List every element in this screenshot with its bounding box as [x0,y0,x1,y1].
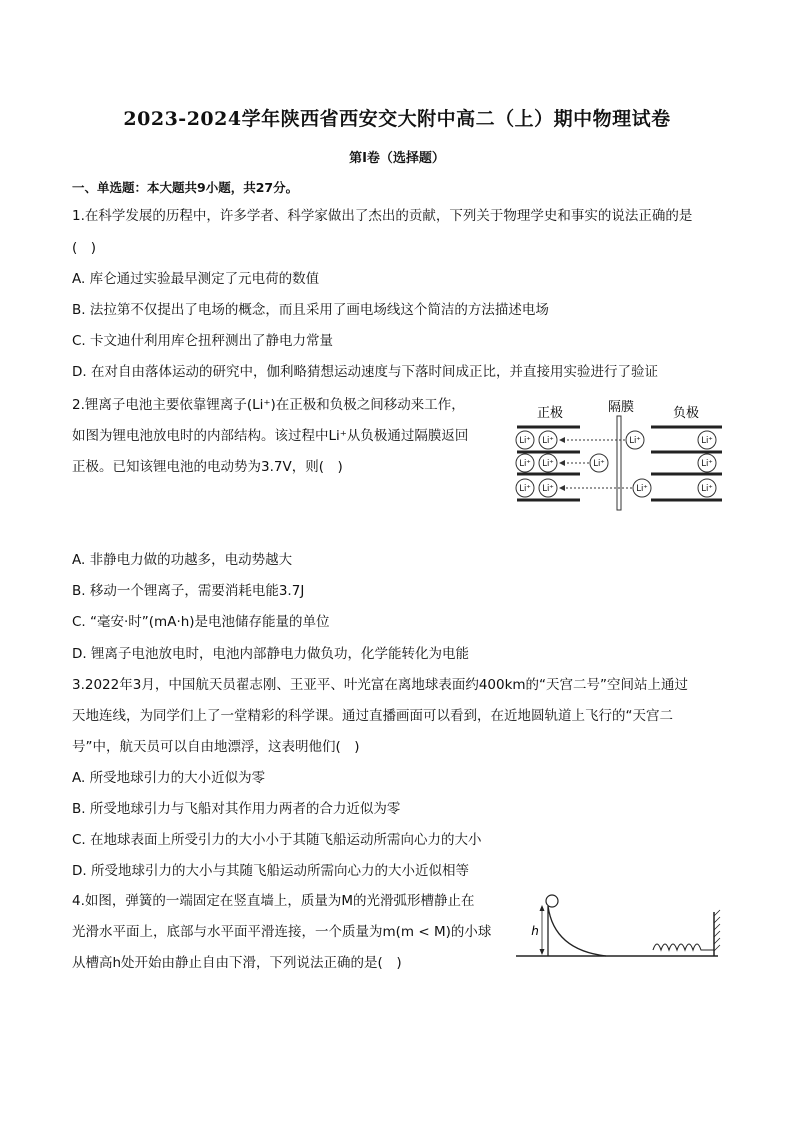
ion-labels [519,436,713,494]
svg-text:Li⁺: Li⁺ [593,459,605,469]
separator-membrane [617,416,621,510]
svg-text:Li⁺: Li⁺ [519,459,531,469]
q3-option-b: B. 所受地球引力与飞船对其作用力两者的合力近似为零 [72,801,401,817]
exam-title: 2023-2024学年陕西省西安交大附中高二（上）期中物理试卷 [123,108,671,130]
volume-subtitle: 第I卷（选择题） [349,151,445,166]
q2-option-b: B. 移动一个锂离子，需要消耗电能3.7J [72,583,305,599]
svg-text:Li⁺: Li⁺ [636,484,648,494]
q1-stem-line1: 1.在科学发展的历程中，许多学者、科学家做出了杰出的贡献，下列关于物理学史和事实的说法正确的是 [72,208,693,224]
separator-label: 隔膜 [607,400,635,415]
lithium-battery-figure [512,394,727,514]
q1-option-c: C. 卡文迪什利用库仑扭秤测出了静电力常量 [72,333,334,349]
q3-option-d: D. 所受地球引力的大小与其随飞船运动所需向心力的大小近似相等 [72,863,469,879]
svg-text:Li⁺: Li⁺ [629,436,641,446]
ball [546,895,558,907]
q3-stem-line2: 天地连线，为同学们上了一堂精彩的科学课。通过直播画面可以看到，在近地圆轨道上飞行的“天宫二 [72,708,673,724]
wall-hatching [714,910,720,951]
q2-stem-line3: 正极。已知该锂电池的电动势为3.7V，则( ) [72,459,343,475]
q1-option-b: B. 法拉第不仅提出了电场的概念，而且采用了画电场线这个简洁的方法描述电场 [72,302,549,318]
svg-text:Li⁺: Li⁺ [701,459,713,469]
q3-option-a: A. 所受地球引力的大小近似为零 [72,770,266,786]
svg-text:Li⁺: Li⁺ [701,484,713,494]
q2-option-c: C. “毫安·时”(mA·h)是电池储存能量的单位 [72,614,330,630]
height-label: h [531,924,539,938]
section-heading: 一、单选题：本大题共9小题，共27分。 [72,180,299,195]
svg-text:Li⁺: Li⁺ [519,436,531,446]
arc-slot [548,906,606,956]
spring-slot-figure [514,892,726,962]
q2-option-a: A. 非静电力做的功越多，电动势越大 [72,552,293,568]
q1-option-a: A. 库仑通过实验最早测定了元电荷的数值 [72,271,320,287]
svg-text:Li⁺: Li⁺ [542,484,554,494]
q4-stem-line3: 从槽高h处开始由静止自由下滑，下列说法正确的是( ) [72,955,402,971]
positive-electrode-label: 正极 [536,406,564,421]
q3-stem-line1: 3.2022年3月，中国航天员翟志刚、王亚平、叶光富在离地球表面约400km的“天宫二号”空间站上通过 [72,677,689,693]
q4-stem-line1: 4.如图，弹簧的一端固定在竖直墙上，质量为M的光滑弧形槽静止在 [72,893,475,909]
svg-text:Li⁺: Li⁺ [701,436,713,446]
q1-stem-line2: ( ) [72,240,97,256]
q2-stem-line1: 2.锂离子电池主要依靠锂离子(Li⁺)在正极和负极之间移动来工作， [72,397,465,413]
q1-option-d: D. 在对自由落体运动的研究中，伽利略猜想运动速度与下落时间成正比，并直接用实验进行了验证 [72,364,658,380]
q4-stem-line2: 光滑水平面上，底部与水平面平滑连接，一个质量为m(m < M)的小球 [72,924,492,940]
svg-text:Li⁺: Li⁺ [542,436,554,446]
svg-text:Li⁺: Li⁺ [519,484,531,494]
q2-stem [72,390,468,483]
q2-option-d: D. 锂离子电池放电时，电池内部静电力做负功，化学能转化为电能 [72,646,469,662]
svg-text:Li⁺: Li⁺ [542,459,554,469]
q2-stem-line2: 如图为锂电池放电时的内部结构。该过程中Li⁺从负极通过隔膜返回 [72,428,469,444]
q3-option-c: C. 在地球表面上所受引力的大小小于其随飞船运动所需向心力的大小 [72,832,482,848]
spring [653,944,714,950]
q4-stem [72,886,491,979]
arrow-heads [559,437,565,491]
q3-stem-line3: 号”中，航天员可以自由地漂浮，这表明他们( ) [72,739,360,755]
negative-electrode-label: 负极 [672,406,700,421]
